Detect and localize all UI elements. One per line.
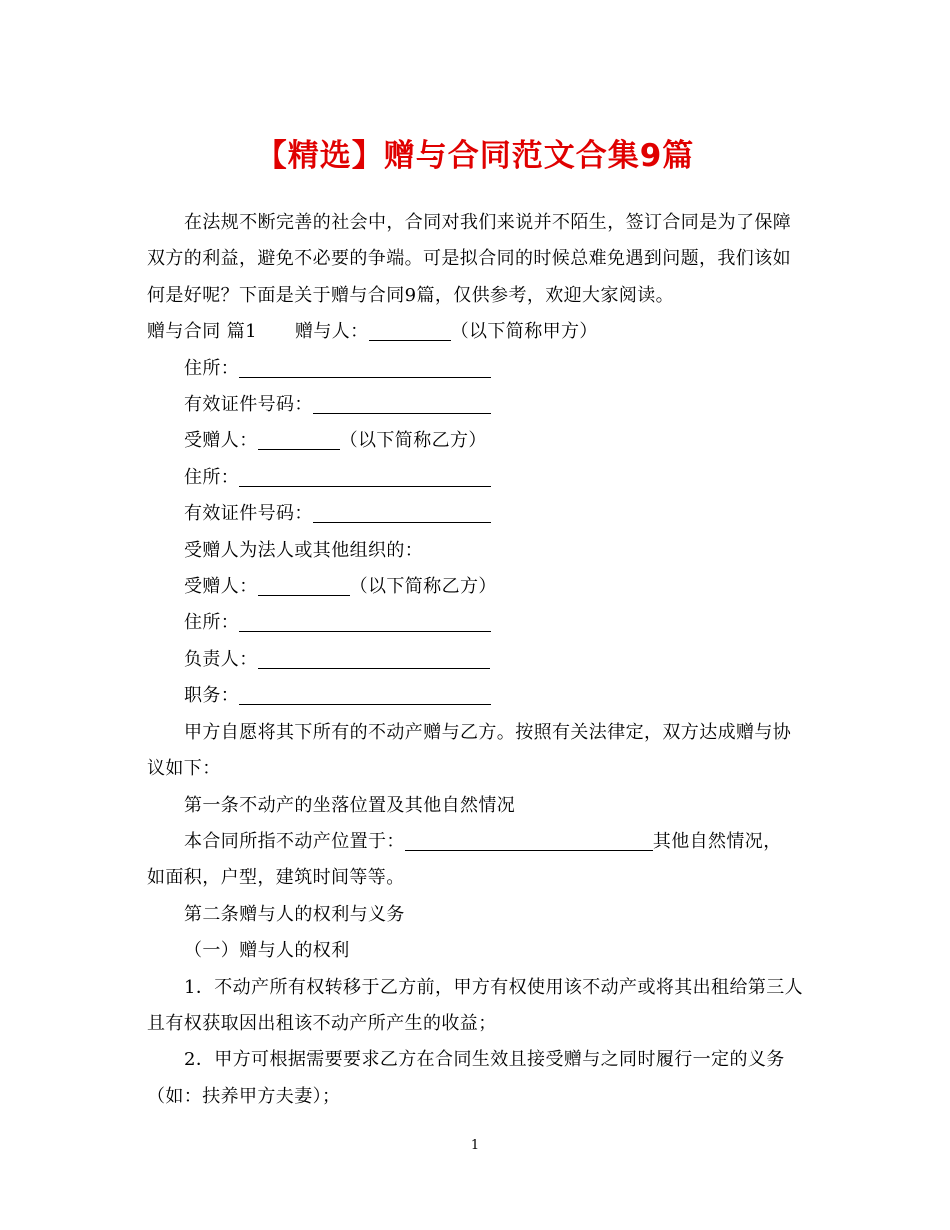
donee-label: 受赠人： xyxy=(184,430,258,452)
position-blank xyxy=(239,703,491,705)
donee-address-line xyxy=(147,460,807,496)
donor-address-blank xyxy=(239,376,491,378)
position-line xyxy=(147,678,807,714)
org-address-line xyxy=(147,605,807,641)
org-note: 受赠人为法人或其他组织的： xyxy=(184,539,424,561)
document-title: 【精选】赠与合同范文合集9篇 xyxy=(255,138,695,174)
donee-blank xyxy=(258,448,340,450)
donee-suffix: （以下简称乙方） xyxy=(339,430,487,452)
org-donee-blank xyxy=(258,594,350,596)
donor-id-blank xyxy=(313,412,491,414)
donee-label: 受赠人： xyxy=(184,576,258,598)
id-label: 有效证件号码： xyxy=(184,394,313,416)
responsible-blank xyxy=(258,667,490,669)
section-heading: 赠与合同 篇1 xyxy=(147,321,257,343)
donor-label: 赠与人： xyxy=(294,321,369,343)
location-blank xyxy=(405,849,653,851)
location-label: 本合同所指不动产位置于： xyxy=(184,830,405,852)
location-line xyxy=(147,824,807,860)
donor-blank xyxy=(369,339,451,341)
responsible-line xyxy=(147,642,807,678)
agreement-paragraph: 甲方自愿将其下所有的不动产赠与乙方。按照有关法律定，双方达成赠与协议如下： xyxy=(147,721,792,780)
donee-id-line xyxy=(147,496,807,532)
responsible-label: 负责人： xyxy=(184,648,258,670)
donor-suffix: （以下简称甲方） xyxy=(450,321,598,343)
location-suffix: 其他自然情况， xyxy=(652,830,782,852)
id-label: 有效证件号码： xyxy=(184,503,313,525)
article2-title: 第二条赠与人的权利与义务 xyxy=(184,903,405,925)
donee-line xyxy=(147,423,807,459)
donee-id-blank xyxy=(313,521,491,523)
donor-line xyxy=(147,314,807,350)
org-donee-line xyxy=(147,569,807,605)
page-number: 1 xyxy=(470,1138,480,1153)
donee-address-blank xyxy=(239,485,491,487)
donor-id-line xyxy=(147,387,807,423)
address-label: 住所： xyxy=(184,612,240,634)
donor-address-line xyxy=(147,351,807,387)
article1-title: 第一条不动产的坐落位置及其他自然情况 xyxy=(184,794,516,816)
rights-item-2: 2．甲方可根据需要要求乙方在合同生效且接受赠与之同时履行一定的义务（如：扶养甲方夫妻）； xyxy=(147,1049,785,1107)
rights-title: （一）赠与人的权利 xyxy=(184,940,350,962)
org-address-blank xyxy=(239,630,491,632)
intro-paragraph: 在法规不断完善的社会中，合同对我们来说并不陌生，签订合同是为了保障双方的利益，避免不必要的争端。可是拟合同的时候总难免遇到问题，我们该如何是好呢？下面是关于赠与合同9篇，仅供参考，欢迎大家阅读。 xyxy=(147,212,792,306)
document-body xyxy=(147,205,807,1115)
position-label: 职务： xyxy=(184,685,240,707)
donee-suffix: （以下简称乙方） xyxy=(349,576,497,598)
address-label: 住所： xyxy=(184,466,240,488)
address-label: 住所： xyxy=(184,357,240,379)
rights-item-1: 1．不动产所有权转移于乙方前，甲方有权使用该不动产或将其出租给第三人且有权获取因出租该不动产所产生的收益； xyxy=(147,976,804,1034)
location-detail: 如面积，户型，建筑时间等等。 xyxy=(147,867,405,889)
